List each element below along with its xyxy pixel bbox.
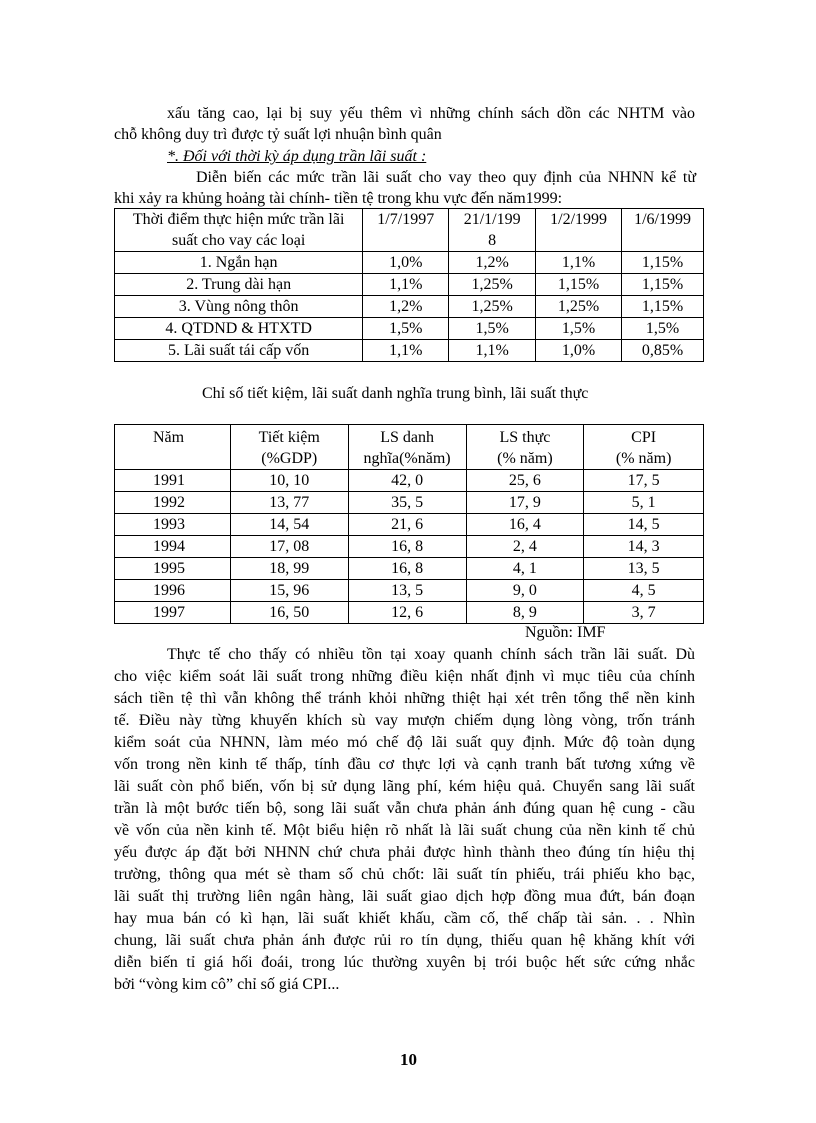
body-line-5: kiểm soát của NHNN, làm méo mó chế độ lãi suất quy định. Mức độ toàn dụng [114,734,695,751]
table-cell: 1992 [115,492,231,514]
body-line-12: lãi suất thị trường liên ngân hàng, lãi suất giao dịch hợp đồng mua đứt, bán đoạn [114,888,695,905]
table-cell: 12, 6 [348,602,466,624]
page-number: 10 [400,1050,417,1069]
table-cell: 14, 5 [584,514,704,536]
table-row [115,558,704,580]
header-date-cell [536,209,622,252]
row-label: 2. Trung dài hạn [115,274,363,296]
body-line-2: cho việc kiểm soát lãi suất trong những điều kiện nhất định vì mục tiêu của chính [114,668,695,685]
table-caption: Chỉ số tiết kiệm, lãi suất danh nghĩa trung bình, lãi suất thực [202,385,589,402]
table-cell: 1,5% [622,318,704,340]
table-cell: 1,5% [363,318,449,340]
header-date-cell [622,209,704,252]
table-cell: 16, 8 [348,536,466,558]
header-date-cell [449,209,536,252]
table-row [115,602,704,624]
table-cell: 1,2% [449,252,536,274]
header-cell [584,425,704,470]
table-cell: 1,25% [536,296,622,318]
table-cell: 2, 4 [466,536,584,558]
table-cell: 1,15% [622,252,704,274]
table-cell: 1,1% [449,340,536,362]
table-row [115,318,704,340]
table-cell: 18, 99 [230,558,348,580]
body-line-13: hay mua bán có kì hạn, lãi suất khiết khấu, cầm cố, thế chấp tài sản. . . Nhìn [114,910,695,927]
table-cell: 1,25% [449,274,536,296]
body-line-16: bởi “vòng kim cô” chỉ số giá CPI... [114,976,340,993]
header-label-line-1: Thời điểm thực hiện mức trần lãi [132,211,345,228]
table-cell: 1,15% [536,274,622,296]
table-cell: 1,1% [536,252,622,274]
table-row [115,580,704,602]
header-label-cell [115,209,363,252]
table-row [115,492,704,514]
table-cell: 16, 4 [466,514,584,536]
table-cell: 14, 3 [584,536,704,558]
header-nominal-rate-unit: nghĩa(%năm) [363,450,451,467]
section-intro-line-1: Diễn biến các mức trần lãi suất cho vay theo quy định của NHNN kể từ [196,169,696,186]
body-line-11: trường, thông qua mét sè tham số chủ chốt: lãi suất tín phiếu, trái phiếu kho bạc, [114,866,695,883]
table-cell: 1,0% [363,252,449,274]
table-row [115,340,704,362]
body-line-6: vốn trong nền kinh tế thấp, tính đầu cơ thực lợi và cạnh tranh bất tương xứng về [114,756,695,773]
table-cell: 1,15% [622,274,704,296]
table-cell: 13, 77 [230,492,348,514]
header-savings-unit: (%GDP) [261,450,318,467]
table-row [115,514,704,536]
body-line-4: tế. Điều này từng khuyến khích sù vay mượn chiếm dụng lòng vòng, trốn tránh [114,712,695,729]
table-cell: 10, 10 [230,470,348,492]
header-cell [466,425,584,470]
intro-line-1: xấu tăng cao, lại bị suy yếu thêm vì những chính sách dồn các NHTM vào [167,105,695,122]
table-cell: 13, 5 [584,558,704,580]
header-cpi-unit: (% năm) [615,450,672,467]
body-line-7: lãi suất còn phổ biến, vốn bị sử dụng lãng phí, kém hiệu quả. Chuyển sang lãi suất [114,778,695,795]
table-header-row [115,209,704,252]
table-cell: 14, 54 [230,514,348,536]
table-header-row [115,425,704,470]
table-cell: 1995 [115,558,231,580]
header-date-3: 1/2/1999 [550,211,608,228]
table-cell: 1997 [115,602,231,624]
header-nominal-rate: LS danh [380,429,434,446]
table-cell: 1,2% [363,296,449,318]
table-cell: 4, 5 [584,580,704,602]
table-cell: 3, 7 [584,602,704,624]
header-date-cell [363,209,449,252]
table-row [115,470,704,492]
table-cell: 1,15% [622,296,704,318]
table-cell: 1993 [115,514,231,536]
table-cell: 17, 9 [466,492,584,514]
header-label-line-2: suất cho vay các loại [172,232,306,249]
table-cell: 42, 0 [348,470,466,492]
header-year: Năm [153,429,185,446]
header-date-1: 1/7/1997 [377,211,435,228]
header-cell [115,425,231,470]
savings-interest-table [114,424,704,624]
table-cell: 15, 96 [230,580,348,602]
header-real-rate-unit: (% năm) [497,450,553,467]
table-cell: 8, 9 [466,602,584,624]
section-intro-line-2: khi xảy ra khủng hoảng tài chính- tiền tệ trong khu vực đến năm1999: [114,190,563,207]
table-cell: 16, 50 [230,602,348,624]
table-row [115,252,704,274]
table-cell: 35, 5 [348,492,466,514]
interest-ceiling-table [114,208,704,362]
table-cell: 0,85% [622,340,704,362]
table-cell: 25, 6 [466,470,584,492]
table-cell: 1996 [115,580,231,602]
table-cell: 1,5% [536,318,622,340]
intro-line-2: chỗ không duy trì được tỷ suất lợi nhuận bình quân [114,126,442,143]
table-cell: 17, 08 [230,536,348,558]
table-row [115,274,704,296]
table-cell: 4, 1 [466,558,584,580]
header-savings: Tiết kiệm [258,429,320,446]
table-row [115,536,704,558]
header-cell [230,425,348,470]
table-cell: 1991 [115,470,231,492]
table-cell: 1994 [115,536,231,558]
table-cell: 21, 6 [348,514,466,536]
header-cell [348,425,466,470]
table-row [115,296,704,318]
body-line-15: diễn biến tỉ giá hối đoái, trong lúc thường xuyên bị trói buộc hết sức cứng nhắc [114,954,695,971]
table-cell: 5, 1 [584,492,704,514]
body-line-8: trần là một bước tiến bộ, song lãi suất vẫn chưa phản ánh đúng quan hệ cung - cầu [114,800,695,817]
header-date-2-wrap: 8 [488,232,497,249]
section-heading: *. Đối với thời kỳ áp dụng trần lãi suất : [167,148,427,165]
table-cell: 1,1% [363,274,449,296]
header-date-2: 21/1/199 [463,211,521,228]
body-line-14: chung, lãi suất chưa phản ánh được rủi ro tín dụng, thiếu quan hệ khăng khít với [114,932,695,949]
body-line-9: về vốn của nền kinh tế. Một biểu hiện rõ nhất là lãi suất chung của nền kinh tế chủ [114,822,695,839]
table-cell: 1,25% [449,296,536,318]
row-label: 1. Ngắn hạn [115,252,363,274]
body-line-10: yếu được áp đặt bởi NHNN chứ chưa phải được hình thành theo đúng tín hiệu thị [114,844,695,861]
header-cpi: CPI [631,429,657,446]
table-cell: 1,5% [449,318,536,340]
source-note: Nguồn: IMF [525,624,606,641]
table-cell: 13, 5 [348,580,466,602]
table-cell: 17, 5 [584,470,704,492]
header-real-rate: LS thực [499,429,551,446]
body-line-1: Thực tế cho thấy có nhiều tồn tại xoay quanh chính sách trần lãi suất. Dù [167,646,695,663]
table-cell: 16, 8 [348,558,466,580]
row-label: 4. QTDND & HTXTD [115,318,363,340]
header-date-4: 1/6/1999 [634,211,691,228]
row-label: 3. Vùng nông thôn [115,296,363,318]
body-line-3: sách tiền tệ thì vẫn không thể tránh khỏi những thiệt hại xét trên tổng thể nền kinh [114,690,695,707]
table-cell: 1,1% [363,340,449,362]
table-cell: 1,0% [536,340,622,362]
row-label: 5. Lãi suất tái cấp vốn [115,340,363,362]
table-cell: 9, 0 [466,580,584,602]
